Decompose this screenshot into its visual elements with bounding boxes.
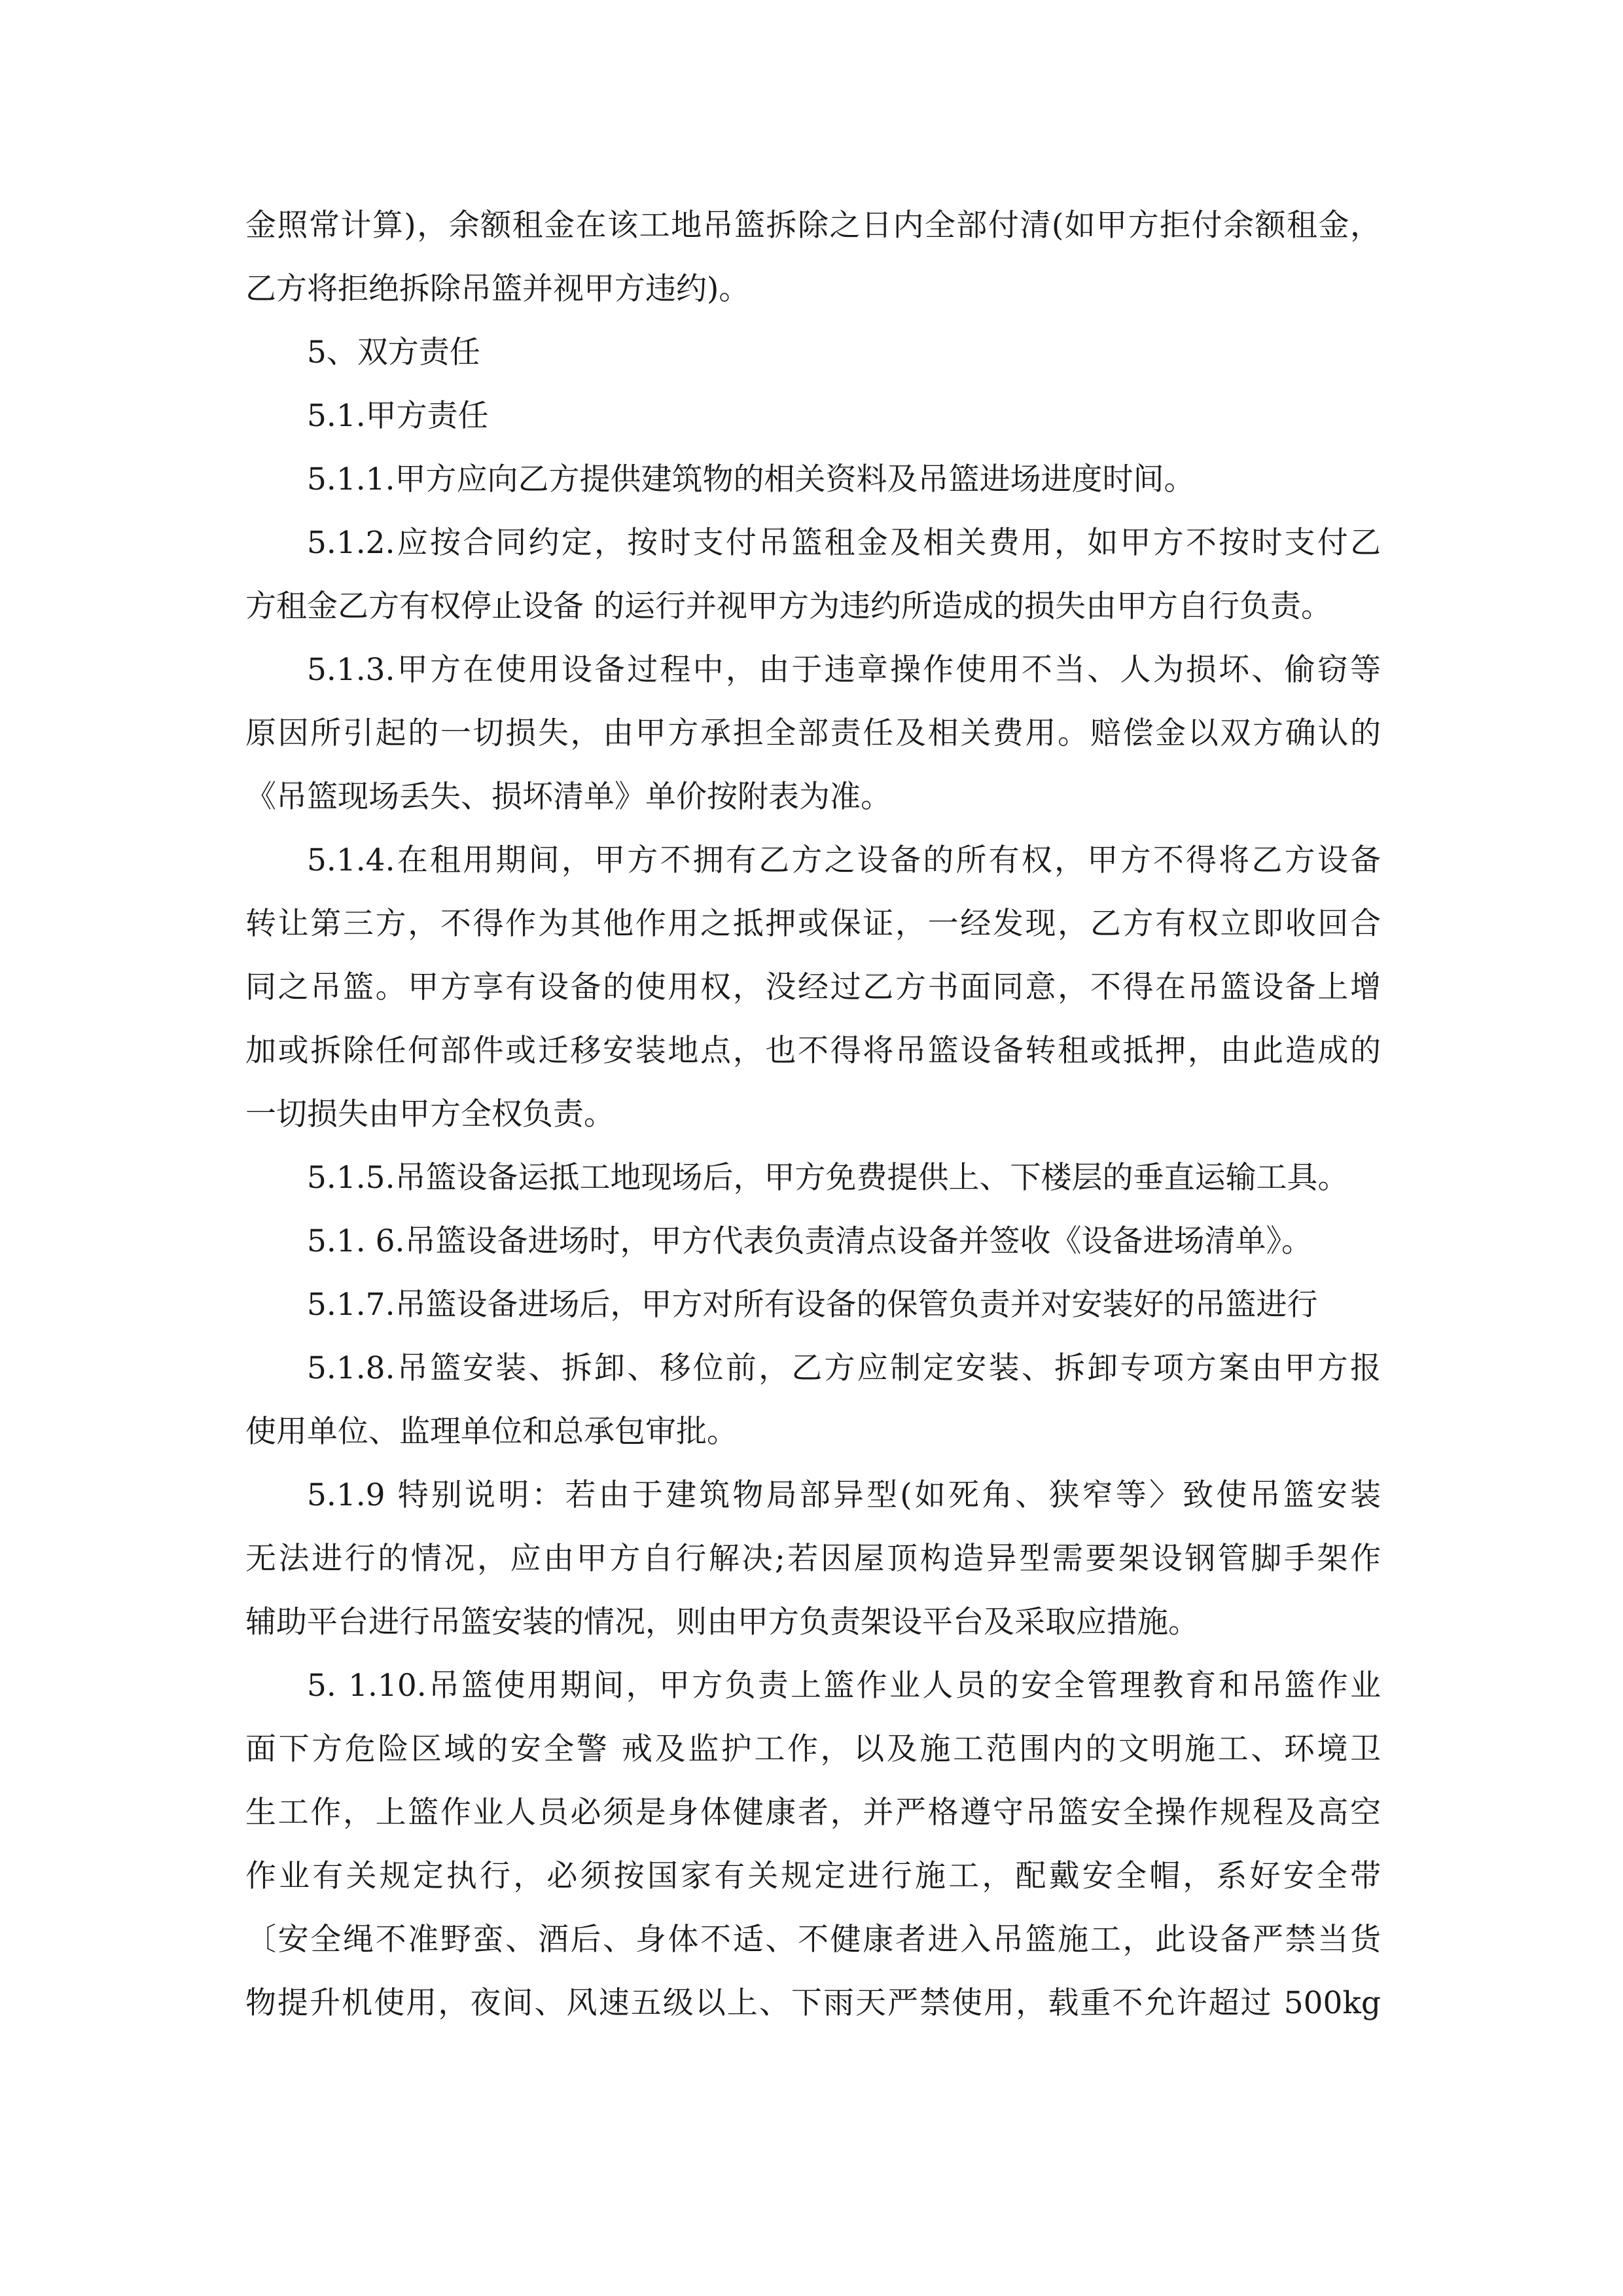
text-line: 5.1.5.吊篮设备运抵工地现场后，甲方免费提供上、下楼层的垂直运输工具。 (307, 1160, 1349, 1196)
text-line: 乙方将拒绝拆除吊篮并视甲方违约)。 (245, 271, 750, 307)
text-line: 生工作，上篮作业人员必须是身体健康者，并严格遵守吊篮安全操作规程及高空 (245, 1795, 1381, 1831)
text-line: 5.1.9 特别说明：若由于建筑物局部异型(如死角、狭窄等〉致使吊篮安装 (307, 1477, 1381, 1513)
text-line: 作业有关规定执行，必须按国家有关规定进行施工，配戴安全帽，系好安全带 (245, 1858, 1381, 1894)
text-line: 金照常计算)，余额租金在该工地吊篮拆除之日内全部付清(如甲方拒付余额租金， (245, 207, 1381, 243)
text-line: 5.1.8.吊篮安装、拆卸、移位前，乙方应制定安装、拆卸专项方案由甲方报 (307, 1350, 1381, 1386)
text-line: 辅助平台进行吊篮安装的情况，则由甲方负责架设平台及采取应措施。 (245, 1604, 1199, 1640)
text-line: 5.1.3.甲方在使用设备过程中，由于违章操作使用不当、人为损坏、偷窃等 (307, 652, 1381, 688)
text-line: 转让第三方，不得作为其他作用之抵押或保证，一经发现，乙方有权立即收回合 (245, 906, 1381, 942)
text-line: 无法进行的情况，应由甲方自行解决;若因屋顶构造异型需要架设钢管脚手架作 (245, 1541, 1381, 1577)
text-line: 使用单位、监理单位和总承包审批。 (245, 1414, 738, 1450)
text-line: 5.1.7.吊篮设备进场后，甲方对所有设备的保管负责并对安装好的吊篮进行 (307, 1287, 1318, 1323)
text-line: 原因所引起的一切损失，由甲方承担全部责任及相关费用。赔偿金以双方确认的 (245, 715, 1381, 751)
text-line: 〔安全绳不准野蛮、酒后、身体不适、不健康者进入吊篮施工，此设备严禁当货 (245, 1922, 1381, 1958)
text-line: 5.1. 6.吊篮设备进场时，甲方代表负责清点设备并签收《设备进场清单》。 (307, 1223, 1312, 1259)
text-line: 5.1.1.甲方应向乙方提供建筑物的相关资料及吊篮进场进度时间。 (307, 461, 1195, 497)
text-line: 一切损失由甲方全权负责。 (245, 1096, 615, 1132)
text-line: 方租金乙方有权停止设备 的运行并视甲方为违约所造成的损失由甲方自行负责。 (245, 588, 1332, 624)
text-line: 5.1.甲方责任 (307, 398, 489, 434)
text-line: 加或拆除任何部件或迁移安装地点，也不得将吊篮设备转租或抵押，由此造成的 (245, 1033, 1381, 1069)
text-line: 5. 1.10.吊篮使用期间，甲方负责上篮作业人员的安全管理教育和吊篮作业 (307, 1668, 1381, 1704)
text-line: 《吊篮现场丢失、损坏清单》单价按附表为准。 (245, 779, 891, 815)
text-line: 5.1.2.应按合同约定，按时支付吊篮租金及相关费用，如甲方不按时支付乙 (307, 525, 1381, 561)
text-line: 5.1.4.在租用期间，甲方不拥有乙方之设备的所有权，甲方不得将乙方设备 (307, 842, 1381, 878)
document-body (245, 194, 1381, 2035)
text-line: 5、双方责任 (307, 334, 480, 370)
text-line: 同之吊篮。甲方享有设备的使用权，没经过乙方书面同意，不得在吊篮设备上增 (245, 969, 1381, 1005)
text-line: 物提升机使用，夜间、风速五级以上、下雨天严禁使用，载重不允许超过 500kg (245, 1985, 1381, 2021)
text-line: 面下方危险区域的安全警 戒及监护工作，以及施工范围内的文明施工、环境卫 (245, 1731, 1381, 1767)
